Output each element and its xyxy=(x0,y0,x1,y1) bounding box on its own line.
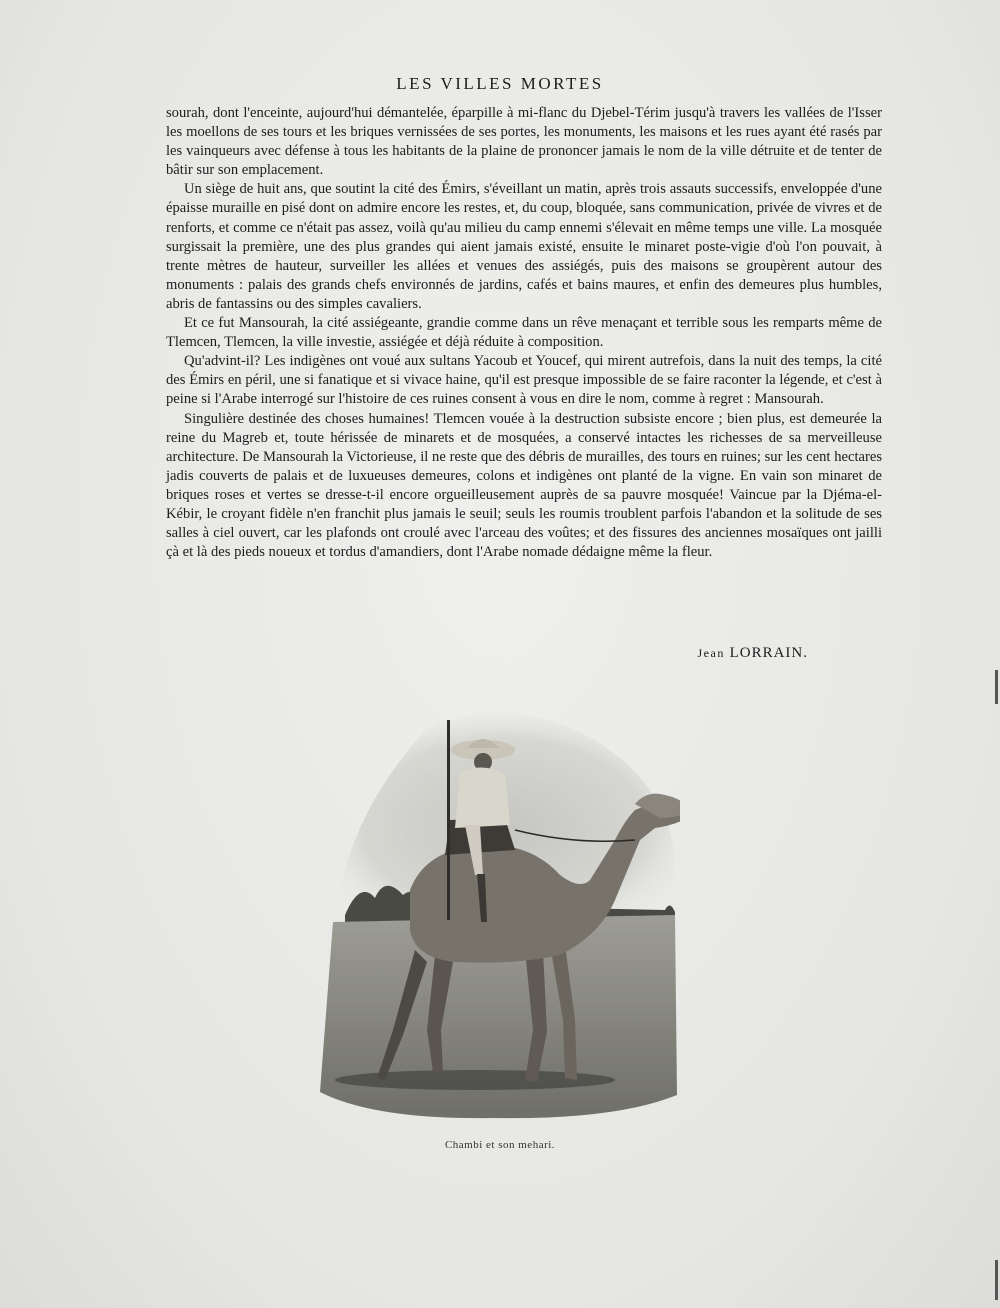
paragraph-4: Qu'advint-il? Les indigènes ont voué aux sultans Yacoub et Youcef, qui mirent autrefois, dans la nuit des temps, la cité des Émirs en péril, une si fanatique et si vivace haine, qu'il est presque impossible de se faire raconter la légende, et c'est à peine si l'Arabe interrogé sur l'histoire de ces ruines consent à vous en dire le nom, comme à regret : Mansourah. xyxy=(166,353,882,408)
paragraph-2: Un siège de huit ans, que soutint la cité des Émirs, s'éveillant un matin, après trois assauts successifs, enveloppée d'une épaisse muraille en pisé dont on admire encore les restes, et, du coup, bloquée, sans communication, privée de vivres et de renforts, et comme ce n'était pas assez, voilà qu'au milieu du camp ennemi s'élevait en même temps une ville. La mosquée surgissait la première, une des plus grandes qui aient jamais existé, ensuite le minaret poste-vigie d'où l'on pouvait, à trente mètres de hauteur, surveiller les allées et venues des assiégés, puis des maisons se groupèrent autour des monuments : palais des grands chefs environnés de jardins, cafés et bains maures, et enfin des demeures plus humbles, abris de fantassins ou des simples cavaliers. xyxy=(166,181,882,312)
page-edge-mark xyxy=(995,1260,998,1300)
running-title: LES VILLES MORTES xyxy=(396,74,604,93)
camel-rider-photograph xyxy=(315,700,680,1125)
figure-caption: Chambi et son mehari. xyxy=(444,1139,556,1151)
paragraph-5: Singulière destinée des choses humaines! Tlemcen vouée à la destruction subsiste encore ; bien plus, est demeurée la reine du Magreb et, toute hérissée de minarets et de mosquées, a conservé intactes les richesses de sa merveilleuse architecture. De Mansourah la Victorieuse, il ne reste que des débris de murailles, des tours en ruines; sur les cent hectares jadis couverts de palais et de luxueuses demeures, colons et indigènes ont planté de la vigne. En vain son minaret de briques roses et vertes se dresse-t-il encore orgueilleusement auprès de sa pauvre mosquée! Vaincue par la Djéma-el-Kébir, le croyant fidèle n'en franchit plus jamais le seuil; seuls les roumis troublent parfois l'abandon et la solitude de ses salles à ciel ouvert, car les plafonds ont croulé avec l'arceau des voûtes; et des fissures des anciennes mosaïques ont jailli çà et là des pieds noueux et tordus d'amandiers, dont l'Arabe nomade dédaigne même la fleur. xyxy=(166,410,882,561)
paragraph-1: sourah, dont l'enceinte, aujourd'hui démantelée, éparpille à mi-flanc du Djebel-Térim jusqu'à travers les vallées de l'Isser les moellons de ses tours et les briques vernissées de ses portes, les monuments, les maisons et les rues ayant été rasés par les vainqueurs avec défense à tous les habitants de la plaine de prononcer jamais le nom de la ville détruite et de tenter de bâtir sur son emplacement. xyxy=(166,105,882,179)
author-signature xyxy=(698,645,809,662)
page-edge-mark xyxy=(995,670,998,704)
author-last-name: LORRAIN. xyxy=(729,645,808,661)
author-first-name: Jean xyxy=(697,646,725,660)
article-body xyxy=(166,104,882,562)
paragraph-3: Et ce fut Mansourah, la cité assiégeante, grandie comme dans un rêve menaçant et terrible sous les remparts même de Tlemcen, Tlemcen, la ville investie, assiégée et déjà réduite à composition. xyxy=(166,315,882,351)
